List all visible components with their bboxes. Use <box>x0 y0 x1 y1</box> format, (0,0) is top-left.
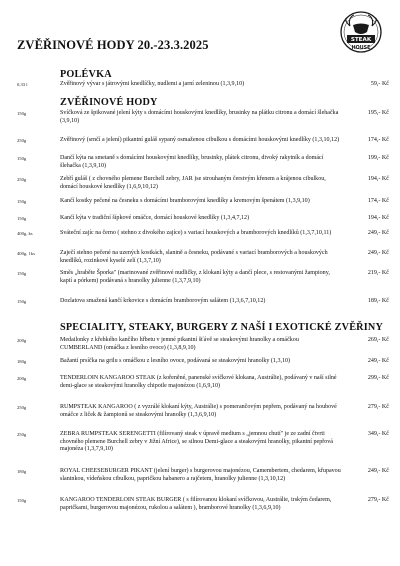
menu-item-price: 349,- Kč <box>367 431 389 437</box>
menu-item-description: Bažantí prsíčka na grilu s omáčkou z lesního ovoce, podávaná se steakovými hranolky (1,3,10) <box>60 358 291 364</box>
menu-item-quantity: 200g <box>17 376 27 381</box>
menu-item-price: 174,- Kč <box>367 137 389 143</box>
menu-item-description: Kančí kýta v tradiční šípkové omáčce, domácí houskové knedlíky (1,3,4,7,12) <box>60 215 250 221</box>
steak-house-logo <box>339 10 383 58</box>
menu-item-quantity: 150g <box>17 199 27 204</box>
menu-item-price: 199,- Kč <box>367 155 389 161</box>
menu-item-quantity: 150g <box>17 216 27 221</box>
menu-item-quantity: 250g <box>17 177 27 182</box>
section-title: POLÉVKA <box>60 69 112 80</box>
menu-item-quantity: 150g <box>17 271 27 276</box>
menu-item-description: Dozlatova smažená kančí krkovice s domácím bramborovým salátem (1,3,6,7,10,12) <box>60 298 266 304</box>
menu-item-description: Dančí kýta na smetaně s domácími houskovými knedlíky, brusinky, plátek citronu, divoký rakytník a domácí šlehačka (1,3,9,10) <box>60 155 324 169</box>
menu-item-price: 279,- Kč <box>367 404 389 410</box>
menu-item-description: Kančí kostky pečené na česneku s domácími bramborovými knedlíky a kremovým špenátem (1,3,9,10) <box>60 198 310 204</box>
menu-item-quantity: 180g <box>17 359 27 364</box>
menu-item-description: Zvěřinový vývar s játrovými knedlíčky, nudlemi a jarní zeleninou (1,3,9,10) <box>60 81 245 87</box>
menu-item-quantity: 400g, ks <box>17 231 33 236</box>
section-title: SPECIALITY, STEAKY, BURGERY Z NAŠÍ I EXOTICKÉ ZVĚŘINY <box>60 322 384 333</box>
menu-item-price: 189,- Kč <box>367 298 389 304</box>
menu-item-price: 194,- Kč <box>367 215 389 221</box>
menu-item-price: 279,- Kč <box>367 497 389 503</box>
menu-item-quantity: 250g <box>17 405 27 410</box>
menu-item-quantity: 250g <box>17 432 27 437</box>
menu-item-quantity: 150g <box>17 111 27 116</box>
menu-item-quantity: 150g <box>17 498 27 503</box>
menu-item-price: 249,- Kč <box>367 468 389 474</box>
menu-item-quantity: 180g <box>17 469 27 474</box>
menu-item-price: 249,- Kč <box>367 230 389 236</box>
menu-item-price: 174,- Kč <box>367 198 389 204</box>
menu-item-description: Zvěřinový (srnčí a jelení) pikantní guláš sypaný osmaženou cibulkou s domácími houskovými knedlíky (1,3,10,12) <box>60 137 340 143</box>
menu-title: ZVĚŘINOVÉ HODY 20.-23.3.2025 <box>17 38 209 52</box>
menu-item-description: Medailonky z křehkého kančího hřbetu v jemné pikantní šťávě se steakovými hranolky a omáčkou CUMBERLAND (omáčka z lesního ovoce) (1,3,8,9,10) <box>60 337 299 351</box>
menu-item-price: 195,- Kč <box>367 110 389 116</box>
menu-item-price: 219,- Kč <box>367 270 389 276</box>
section-title: ZVĚŘINOVÉ HODY <box>60 97 158 108</box>
menu-item-description: Svíčková ze špikované jelení kýty s domácími houskovými knedlíky, brusinky na plátku citronu a domácí šlehačka (3,9,10) <box>60 110 339 124</box>
menu-item-quantity: 200g <box>17 338 27 343</box>
menu-item-quantity: 150g <box>17 299 27 304</box>
menu-item-quantity: 150g <box>17 156 27 161</box>
menu-item-price: 194,- Kč <box>367 176 389 182</box>
menu-item-price: 59,- Kč <box>370 81 389 87</box>
menu-item-description: Směs „hraběte Šporka" (marinované zvěřinové nudličky, z klokaní kýty a dančí plece, s restovanými žampiony, kapií a pórkem) podávaná s hranolky julienne (1,3,7,9,10) <box>60 270 330 284</box>
menu-item-description: RUMPSTEAK KANGAROO ( z vyzrálé klokaní kýty, Austrálie) s pomerančovým pepřem, podávaný na houbové omáčce z liček & žampionů se steakovými hranolky (1,3,6,9,10) <box>60 404 337 418</box>
menu-item-price: 269,- Kč <box>367 337 389 343</box>
menu-item-description: ZEBRA RUMPSTEAK SERENGETTI (filírovaný steak v úpravě medium s „jemnou chutí" je ze zadní čtvrti chovného plemene Burchell zebry v Jižní Africe), se silnou Demi-glace a steakovými hranolky, pikantní pepřová majonéza (1,3,7,9,10) <box>60 431 333 453</box>
svg-text:HOUSE: HOUSE <box>351 46 371 51</box>
svg-text:STEAK: STEAK <box>350 37 372 43</box>
menu-item-quantity: 400g, 1ks <box>17 251 35 256</box>
menu-item-description: Zaječí stehno pečené na uzených kostkách, slanině a česneku, podávané s variací bramborových a houskových knedlíků, rozinkové kyselé zelí (1,3,7,10) <box>60 250 328 264</box>
menu-item-quantity: 250g <box>17 138 27 143</box>
menu-item-description: Sváteční zajíc na černo ( stehno z divokého zajíce) s variací houskových a bramborových knedlíků (1,3,7,10,11) <box>60 230 332 236</box>
menu-item-description: ROYAL CHEESEBURGER PIKANT (jelení burger) s burgerovou majonézou, Camembertem, chedarem, křupavou slaninkou, vídeňskou cibulkou, papričkou habanero a rajčetem, hranolky julienne (1,3,10,12) <box>60 468 341 482</box>
menu-item-price: 299,- Kč <box>367 375 389 381</box>
menu-item-description: KANGAROO TENDERLOIN STEAK BURGER ( s filírovanou klokaní svíčkovou, Austrálie, irským čedarem, papričkami, burgerovou majonézou, rukolou a salátem ), bramborové hranolky (1,3,6,9,10) <box>60 497 332 511</box>
menu-item-price: 249,- Kč <box>367 250 389 256</box>
menu-item-description: TENDERLOIN KANGAROO STEAK (z kořeněné, panenské svíčkové klokana, Austrálie), podávaný v naší silné demi-glace se steakovými hranolky chipotle majonézou (1,6,9,10) <box>60 375 337 389</box>
menu-item-price: 249,- Kč <box>367 358 389 364</box>
menu-item-quantity: 0,33 l <box>17 82 28 87</box>
menu-item-description: Zebří guláš ( z chovného plemene Burchell zebry, JAR )se strouhaným čerstvým křenem a krájenou cibulkou, domácí houskové knedlíky (1,6,9,10,12) <box>60 176 326 190</box>
